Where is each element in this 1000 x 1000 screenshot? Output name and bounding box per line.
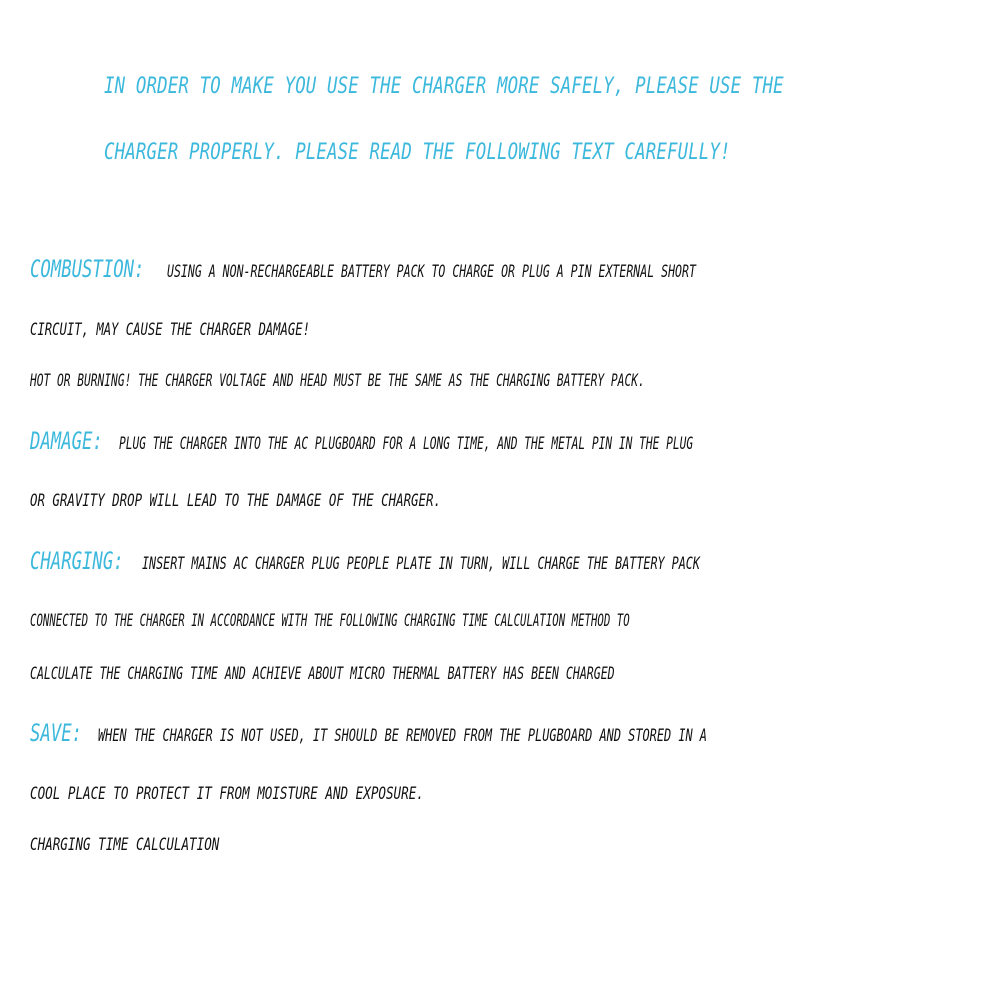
charging-label: CHARGING: — [30, 547, 124, 575]
save-text-2: COOL PLACE TO PROTECT IT FROM MOISTURE AND EXPOSURE. — [30, 784, 424, 804]
combustion-row — [30, 257, 944, 281]
combustion-text-1: USING A NON-RECHARGEABLE BATTERY PACK TO CHARGE OR PLUG A PIN EXTERNAL SHORT — [166, 262, 696, 282]
damage-label: DAMAGE: — [30, 427, 103, 455]
combustion-text-2: CIRCUIT, MAY CAUSE THE CHARGER DAMAGE! — [30, 320, 311, 340]
damage-text-2: OR GRAVITY DROP WILL LEAD TO THE DAMAGE OF THE CHARGER. — [30, 491, 441, 511]
charging-text-3: CALCULATE THE CHARGING TIME AND ACHIEVE ABOUT MICRO THERMAL BATTERY HAS BEEN CHARGED — [30, 664, 615, 684]
save-row — [30, 721, 968, 745]
charging-text-2: CONNECTED TO THE CHARGER IN ACCORDANCE WITH THE FOLLOWING CHARGING TIME CALCULATION METHOD TO — [30, 611, 630, 631]
save-text-1: WHEN THE CHARGER IS NOT USED, IT SHOULD BE REMOVED FROM THE PLUGBOARD AND STORED IN A — [97, 726, 707, 746]
intro-line-2: CHARGER PROPERLY. PLEASE READ THE FOLLOWING TEXT CAREFULLY! — [104, 140, 731, 165]
combustion-label: COMBUSTION: — [30, 255, 145, 283]
charging-time-calculation-heading: CHARGING TIME CALCULATION — [30, 835, 220, 855]
intro-line-1: IN ORDER TO MAKE YOU USE THE CHARGER MORE SAFELY, PLEASE USE THE — [104, 74, 784, 99]
charging-row — [30, 549, 950, 573]
save-label: SAVE: — [30, 719, 83, 747]
damage-text-1: PLUG THE CHARGER INTO THE AC PLUGBOARD FOR A LONG TIME, AND THE METAL PIN IN THE PLUG — [118, 434, 693, 454]
damage-row — [30, 429, 989, 453]
combustion-text-3: HOT OR BURNING! THE CHARGER VOLTAGE AND HEAD MUST BE THE SAME AS THE CHARGING BATTERY PACK. — [30, 371, 645, 391]
charging-text-1: INSERT MAINS AC CHARGER PLUG PEOPLE PLATE IN TURN, WILL CHARGE THE BATTERY PACK — [141, 554, 700, 574]
